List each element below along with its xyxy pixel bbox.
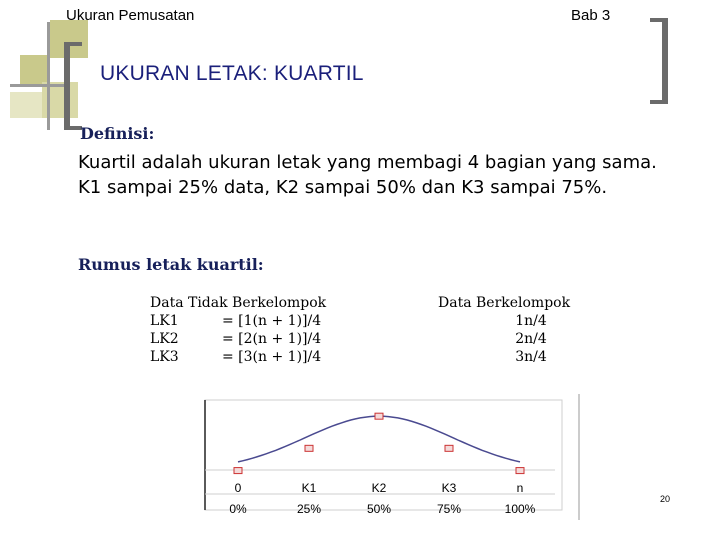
grouped-row: 2n/4 bbox=[515, 331, 547, 347]
slide-title: UKURAN LETAK: KUARTIL bbox=[100, 62, 364, 85]
right-bracket-bottom bbox=[650, 100, 668, 104]
formula-label: LK1 bbox=[150, 313, 179, 329]
data-point-marker bbox=[234, 468, 242, 474]
decor-line bbox=[10, 84, 68, 87]
definition-text: Kuartil adalah ukuran letak yang membagi 4 bagian yang sama. K1 sampai 25% data, K2 sampai 50% dan K3 sampai 75%. bbox=[78, 152, 657, 198]
data-point-marker bbox=[516, 468, 524, 474]
header-chapter: Bab 3 bbox=[571, 7, 611, 24]
decor-square bbox=[20, 55, 50, 85]
grouped-row: 3n/4 bbox=[515, 349, 547, 365]
x-percent-label: 0% bbox=[229, 502, 247, 516]
left-bracket bbox=[64, 42, 70, 130]
formula-heading: Rumus letak kuartil: bbox=[78, 255, 264, 274]
quartile-chart bbox=[195, 392, 585, 522]
formula-label: LK3 bbox=[150, 349, 179, 365]
formula-row bbox=[150, 348, 326, 366]
decor-square bbox=[10, 92, 42, 118]
definition-heading: Definisi: bbox=[80, 124, 155, 143]
right-bracket-top bbox=[650, 18, 668, 22]
x-tick-label: K2 bbox=[371, 481, 387, 495]
x-percent-label: 100% bbox=[504, 502, 536, 516]
x-tick-label: 0 bbox=[234, 481, 242, 495]
formula-value: = [2(n + 1)]/4 bbox=[222, 331, 322, 347]
formula-value: = [3(n + 1)]/4 bbox=[222, 349, 322, 365]
data-point-marker bbox=[445, 445, 453, 451]
formula-row bbox=[150, 330, 326, 348]
ungrouped-header: Data Tidak Berkelompok bbox=[150, 295, 327, 311]
x-tick-label: n bbox=[516, 481, 524, 495]
formula-row bbox=[150, 312, 326, 330]
left-bracket-top bbox=[64, 42, 82, 46]
formula-value: = [1(n + 1)]/4 bbox=[222, 313, 322, 329]
formula-label: LK2 bbox=[150, 331, 179, 347]
grouped-row: 1n/4 bbox=[515, 313, 547, 329]
decor-line bbox=[47, 22, 50, 130]
x-percent-label: 25% bbox=[296, 502, 322, 516]
x-percent-label: 50% bbox=[366, 502, 392, 516]
x-tick-label: K1 bbox=[301, 481, 317, 495]
grouped-block bbox=[438, 294, 588, 366]
grouped-header: Data Berkelompok bbox=[438, 295, 571, 311]
page-number: 20 bbox=[659, 494, 670, 504]
data-point-marker bbox=[305, 445, 313, 451]
right-bracket bbox=[662, 18, 668, 104]
x-tick-label: K3 bbox=[441, 481, 457, 495]
ungrouped-block bbox=[150, 294, 326, 366]
header-course: Ukuran Pemusatan bbox=[66, 7, 195, 24]
data-point-marker bbox=[375, 413, 383, 419]
x-percent-label: 75% bbox=[436, 502, 462, 516]
